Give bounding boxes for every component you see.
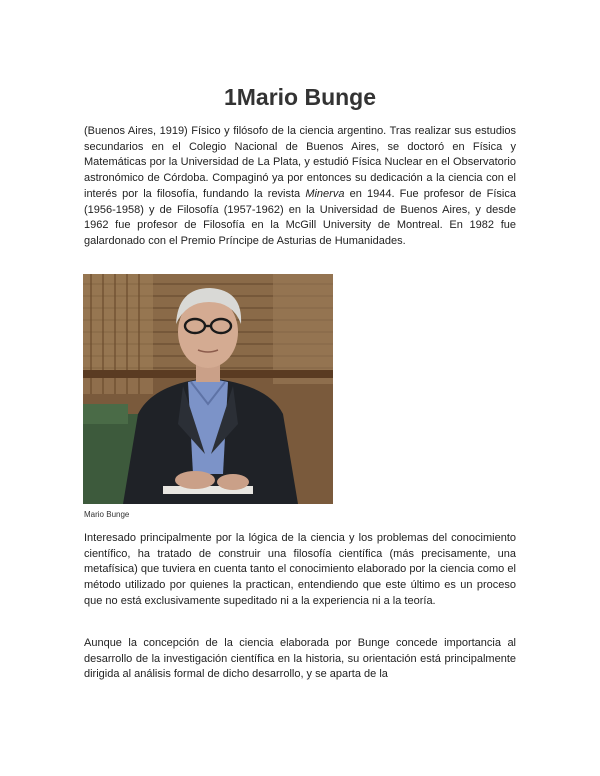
- intro-paragraph: [84, 124, 516, 250]
- paragraph-2: Interesado principalmente por la lógica de la ciencia y los problemas del conocimiento científico, ha tratado de construir una filosofía científica (más precisamente, una metafísica) que tuviera en cuenta tanto el conocimiento elaborado por la ciencia como el método utilizado por quienes la practican, entendiendo que este último es un proceso que no está exclusivamente supeditado ni a la experiencia ni a la teoría.: [84, 532, 516, 607]
- photo-caption: Mario Bunge: [84, 510, 130, 519]
- page-title: 1Mario Bunge: [223, 84, 377, 110]
- paragraph-3: Aunque la concepción de la ciencia elaborada por Bunge concede importancia al desarrollo de la investigación científica en la historia, su orientación está principalmente dirigida al análisis formal de dicho desarrollo, y se aparta de la: [84, 637, 516, 681]
- intro-text-start: (Buenos Aires, 1919) Físico y filósofo de la ciencia argentino. Tras realizar sus estudios secundarios en el Colegio Nacional de Buenos Aires, se doctoró en Física y Matemáticas por la Universidad de La Plata, y estudió Física Nuclear en el Observatorio astronómico de Córdoba. Compaginó ya por entonces su dedicación a la ciencia con el interés por la filosofía, fundando la revista: [84, 125, 516, 200]
- portrait-photo: [83, 274, 333, 504]
- magazine-name: Minerva: [305, 187, 345, 200]
- intro-text-end: en 1944. Fue profesor de Física (1956-1958) y de Filosofía (1957-1962) en la Universidad de Buenos Aires, y desde 1962 fue profesor de Filosofía en la McGill University de Montreal. En 1982 fue galardonado con el Premio Príncipe de Asturias de Humanidades.: [84, 187, 516, 247]
